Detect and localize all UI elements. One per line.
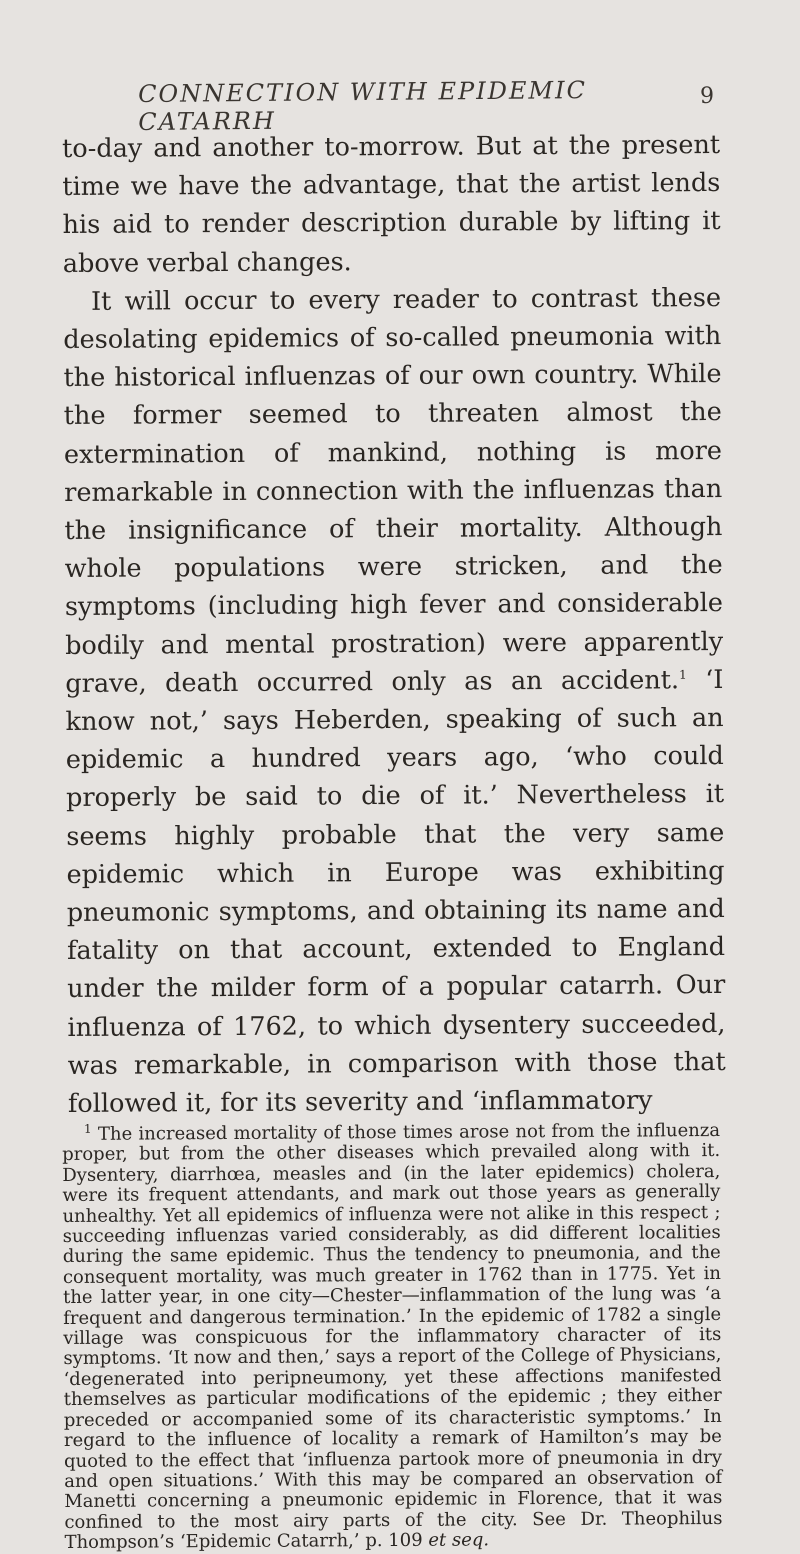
footnote — [62, 1121, 723, 1554]
running-head — [62, 76, 720, 136]
paragraph-1: to-day and another to-morrow. But at the present time we have the advantage, that the artist lends his aid to render description durable by lifting it above verbal changes. — [62, 129, 721, 279]
paragraph-2 — [63, 279, 726, 1123]
body-text — [62, 126, 726, 1123]
running-title: CONNECTION WITH EPIDEMIC CATARRH — [138, 76, 587, 136]
footnote-text: The increased mortality of those times arose not from the influenza proper, but from the other diseases which prevailed along with it. Dysentery, diarrhœa, measles and (in the later epidemics) cholera, were its frequent attendants, and mark out those years as generally unhealthy. Yet all epidemics of influenza were not alike in this respect ; succeeding influenzas varied considerably, as did different localities during the same epidemic. Thus the tendency to pneumonia, and the consequent mortality, was much greater in 1762 than in 1775. Yet in the latter year, in one city—Chester—inflammation of the lung was ‘a frequent and dangerous termination.’ In the epidemic of 1782 a single village was conspicuous for the inflammatory character of its symptoms. ‘It now and then,’ says a report of the College of Physicians, ‘degenerated into peripneumony, yet these affections manifested themselves as particular modifications of the epidemic ; they either preceded or accompanied some of its characteristic symptoms.’ In regard to the influence of locality a remark of Hamilton’s may be quoted to the effect that ‘influenza partook more of pneumonia in dry and open situations.’ With this may be compared an observation of Manetti concerning a pneumonic epidemic in Florence, that it was confined to the most airy parts of the city. See Dr. Theophilus Thompson’s ‘Epidemic Catarrh,’ p. 109 — [62, 1120, 723, 1554]
paragraph-2-part-a: It will occur to every reader to contrast these desolating epidemics of so-called pneumonia with the historical influenzas of our own country. While the former seemed to threaten almost the extermination of mankind, nothing is more remarkable in connection with the influenzas than the insignificance of their mortality. Although whole populations were stricken, and the symptoms (including high fever and considerable bodily and mental prostration) were apparently grave, death occurred only as an accident. — [63, 282, 724, 699]
page-number: 9 — [700, 84, 714, 109]
footnote-marker: 1 — [83, 1122, 92, 1137]
footnote-et-seq: et seq. — [428, 1529, 490, 1552]
paragraph-2-part-b: ‘I know not,’ says Heberden, speaking of such an epidemic a hundred years ago, ‘who could properly be said to die of it.’ Nevertheless it seems highly probable that the very same epidemic which in Europe was exhibiting pneumonic symptoms, and obtaining its name and fatality on that account, extended to England under the milder form of a popular catarrh. Our influenza of 1762, to which dysentery succeeded, was remarkable, in comparison with those that followed it, for its severity and ‘inflammatory — [65, 664, 726, 1120]
footnote-reference: 1 — [679, 667, 687, 682]
